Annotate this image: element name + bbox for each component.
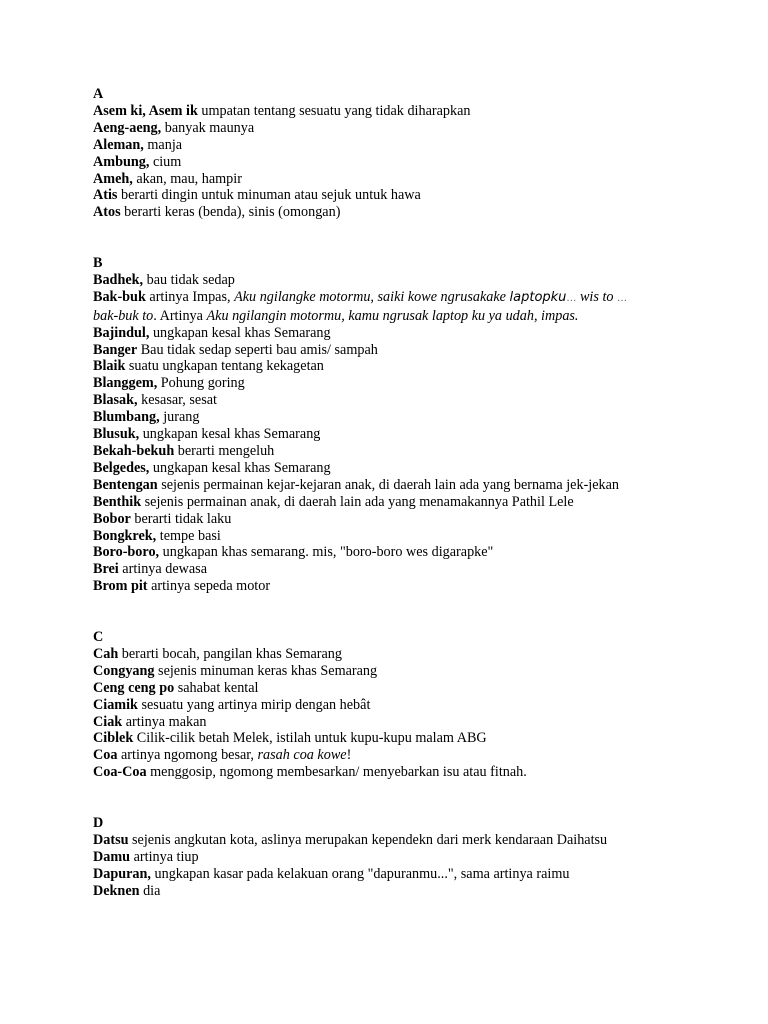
- entry-term: Coa-Coa: [93, 764, 147, 781]
- entry-example: wis to: [576, 288, 618, 305]
- entry: [93, 849, 753, 866]
- entry: [93, 289, 753, 325]
- section-spacer: [93, 221, 753, 255]
- entry-term: Belgedes,: [93, 459, 150, 476]
- entry-definition: sesuatu yang artinya mirip dengan hebât: [137, 696, 371, 713]
- entry-definition: berarti keras (benda), sinis (omongan): [120, 204, 341, 221]
- entry-term: Ciak: [93, 713, 123, 730]
- entry-term: Cah: [93, 645, 119, 662]
- entry-term: Blanggem,: [93, 375, 158, 392]
- entry-definition: dia: [139, 882, 161, 899]
- entry-definition: Pohung goring: [157, 375, 245, 392]
- section-letter: D: [93, 814, 104, 831]
- entry-term: Datsu: [93, 831, 129, 848]
- entry-term: Aleman,: [93, 136, 144, 153]
- entry-term: Ceng ceng po: [93, 679, 175, 696]
- entry-definition: menggosip, ngomong membesarkan/ menyebarkan isu atau fitnah.: [146, 764, 527, 781]
- entry-definition: manja: [143, 136, 183, 153]
- entry: [93, 137, 753, 154]
- section-a: [93, 86, 753, 221]
- entry: [93, 358, 753, 375]
- entry: [93, 646, 753, 663]
- entry-definition: suatu ungkapan tentang kekagetan: [125, 358, 324, 375]
- entry-definition: artinya ngomong besar,: [117, 747, 258, 764]
- entry: [93, 561, 753, 578]
- entry: [93, 730, 753, 747]
- entry-term: Blaik: [93, 358, 126, 375]
- entry-term: Bobor: [93, 510, 131, 527]
- entry-term: Brei: [93, 561, 119, 578]
- entry-definition: berarti dingin untuk minuman atau sejuk untuk hawa: [117, 187, 421, 204]
- entry: [93, 375, 753, 392]
- entry: [93, 120, 753, 137]
- entry-definition: . Artinya: [153, 307, 207, 324]
- entry-example-word: laptopku: [509, 289, 567, 305]
- entry-term: Boro-boro,: [93, 544, 160, 561]
- entry-example-translation: Aku ngilangin motormu, kamu ngrusak laptop ku ya udah, impas.: [206, 307, 579, 324]
- entry: [93, 477, 753, 494]
- ellipsis: …: [566, 292, 577, 304]
- entry: [93, 204, 753, 221]
- entry: [93, 154, 753, 171]
- entry-definition: sejenis permainan anak, di daerah lain ada yang menamakannya Pathil Lele: [141, 493, 574, 510]
- entry-term: Coa: [93, 747, 118, 764]
- ellipsis: …: [617, 292, 628, 304]
- entry: [93, 392, 753, 409]
- entry-definition: artinya Impas,: [145, 288, 235, 305]
- entry: [93, 511, 753, 528]
- glossary-page: [93, 86, 753, 899]
- entry-definition: berarti tidak laku: [130, 510, 232, 527]
- entry: [93, 103, 753, 120]
- entry-definition: sejenis minuman keras khas Semarang: [154, 662, 378, 679]
- entry-term: Bekah-bekuh: [93, 443, 175, 460]
- section-letter: A: [93, 86, 104, 102]
- entry-definition: cium: [149, 153, 182, 170]
- entry: [93, 544, 753, 561]
- entry-term: Blumbang,: [93, 409, 160, 426]
- section-c: [93, 629, 753, 781]
- entry-term: Ameh,: [93, 170, 133, 187]
- entry-term: Asem ki, Asem ik: [93, 102, 198, 119]
- entry-definition: berarti mengeluh: [174, 443, 275, 460]
- entry: [93, 764, 753, 781]
- entry-term: Bentengan: [93, 476, 158, 493]
- entry-definition: ungkapan kasar pada kelakuan orang "dapuranmu...", sama artinya raimu: [150, 865, 570, 882]
- section-letter: C: [93, 628, 104, 645]
- entry-term: Congyang: [93, 662, 155, 679]
- entry: [93, 494, 753, 511]
- entry: [93, 747, 753, 764]
- section-spacer: [93, 595, 753, 629]
- entry: [93, 578, 753, 595]
- entry-term: Bajindul,: [93, 324, 150, 341]
- entry-term: Blasak,: [93, 392, 138, 409]
- entry-definition: ungkapan kesal khas Semarang: [139, 426, 321, 443]
- entry-definition: sahabat kental: [174, 679, 259, 696]
- entry-definition: sejenis permainan kejar-kejaran anak, di daerah lain ada yang bernama jek-jekan: [157, 476, 620, 493]
- entry-definition: ungkapan kesal khas Semarang: [149, 324, 331, 341]
- entry-definition: artinya dewasa: [118, 561, 207, 578]
- entry: [93, 663, 753, 680]
- entry-definition: kesasar, sesat: [137, 392, 217, 409]
- entry: [93, 187, 753, 204]
- entry-term: Bongkrek,: [93, 527, 157, 544]
- entry: [93, 832, 753, 849]
- entry-definition: artinya makan: [122, 713, 207, 730]
- entry-definition: sejenis angkutan kota, aslinya merupakan kependekn dari merk kendaraan Daihatsu: [128, 831, 608, 848]
- entry: [93, 272, 753, 289]
- entry: [93, 325, 753, 342]
- entry-term: Aeng-aeng,: [93, 119, 162, 136]
- entry-definition: ungkapan kesal khas Semarang: [149, 459, 331, 476]
- entry: [93, 426, 753, 443]
- entry: [93, 409, 753, 426]
- entry: [93, 697, 753, 714]
- entry: [93, 342, 753, 359]
- entry-definition: artinya sepeda motor: [147, 578, 271, 595]
- entry-definition: artinya tiup: [130, 848, 199, 865]
- section-d: [93, 815, 753, 900]
- entry: [93, 714, 753, 731]
- entry-definition: umpatan tentang sesuatu yang tidak diharapkan: [197, 102, 471, 119]
- entry-example: bak-buk to: [93, 307, 154, 324]
- entry: [93, 528, 753, 545]
- entry: [93, 883, 753, 900]
- entry: [93, 680, 753, 697]
- entry-example: rasah coa kowe: [257, 747, 347, 764]
- entry-term: Banger: [93, 341, 138, 358]
- entry-term: Deknen: [93, 882, 140, 899]
- entry-term: Blusuk,: [93, 426, 140, 443]
- entry-term: Badhek,: [93, 271, 144, 288]
- section-letter: B: [93, 255, 103, 272]
- entry-definition: ungkapan khas semarang. mis, "boro-boro wes digarapke": [159, 544, 494, 561]
- entry: [93, 171, 753, 188]
- entry-term: Atis: [93, 187, 118, 204]
- entry-term: Damu: [93, 848, 131, 865]
- entry-definition: jurang: [159, 409, 200, 426]
- entry-term: Benthik: [93, 493, 142, 510]
- entry-term: Ciamik: [93, 696, 138, 713]
- entry-term: Ciblek: [93, 730, 134, 747]
- entry-definition: bau tidak sedap: [143, 271, 235, 288]
- entry-definition: banyak maunya: [161, 119, 255, 136]
- entry-definition: Bau tidak sedap seperti bau amis/ sampah: [137, 341, 378, 358]
- entry-definition: berarti bocah, pangilan khas Semarang: [118, 645, 342, 662]
- entry: [93, 443, 753, 460]
- section-spacer: [93, 781, 753, 815]
- entry-term: Ambung,: [93, 153, 150, 170]
- entry-definition: akan, mau, hampir: [132, 170, 242, 187]
- entry-definition: !: [346, 747, 352, 764]
- entry-term: Bak-buk: [93, 288, 146, 305]
- entry-definition: Cilik-cilik betah Melek, istilah untuk kupu-kupu malam ABG: [133, 730, 487, 747]
- section-b: [93, 255, 753, 595]
- entry-term: Atos: [93, 204, 121, 221]
- entry-term: Dapuran,: [93, 865, 151, 882]
- entry-definition: tempe basi: [156, 527, 221, 544]
- entry-example: Aku ngilangke motormu, saiki kowe ngrusakake: [234, 288, 510, 305]
- entry: [93, 866, 753, 883]
- entry-term: Brom pit: [93, 578, 148, 595]
- entry: [93, 460, 753, 477]
